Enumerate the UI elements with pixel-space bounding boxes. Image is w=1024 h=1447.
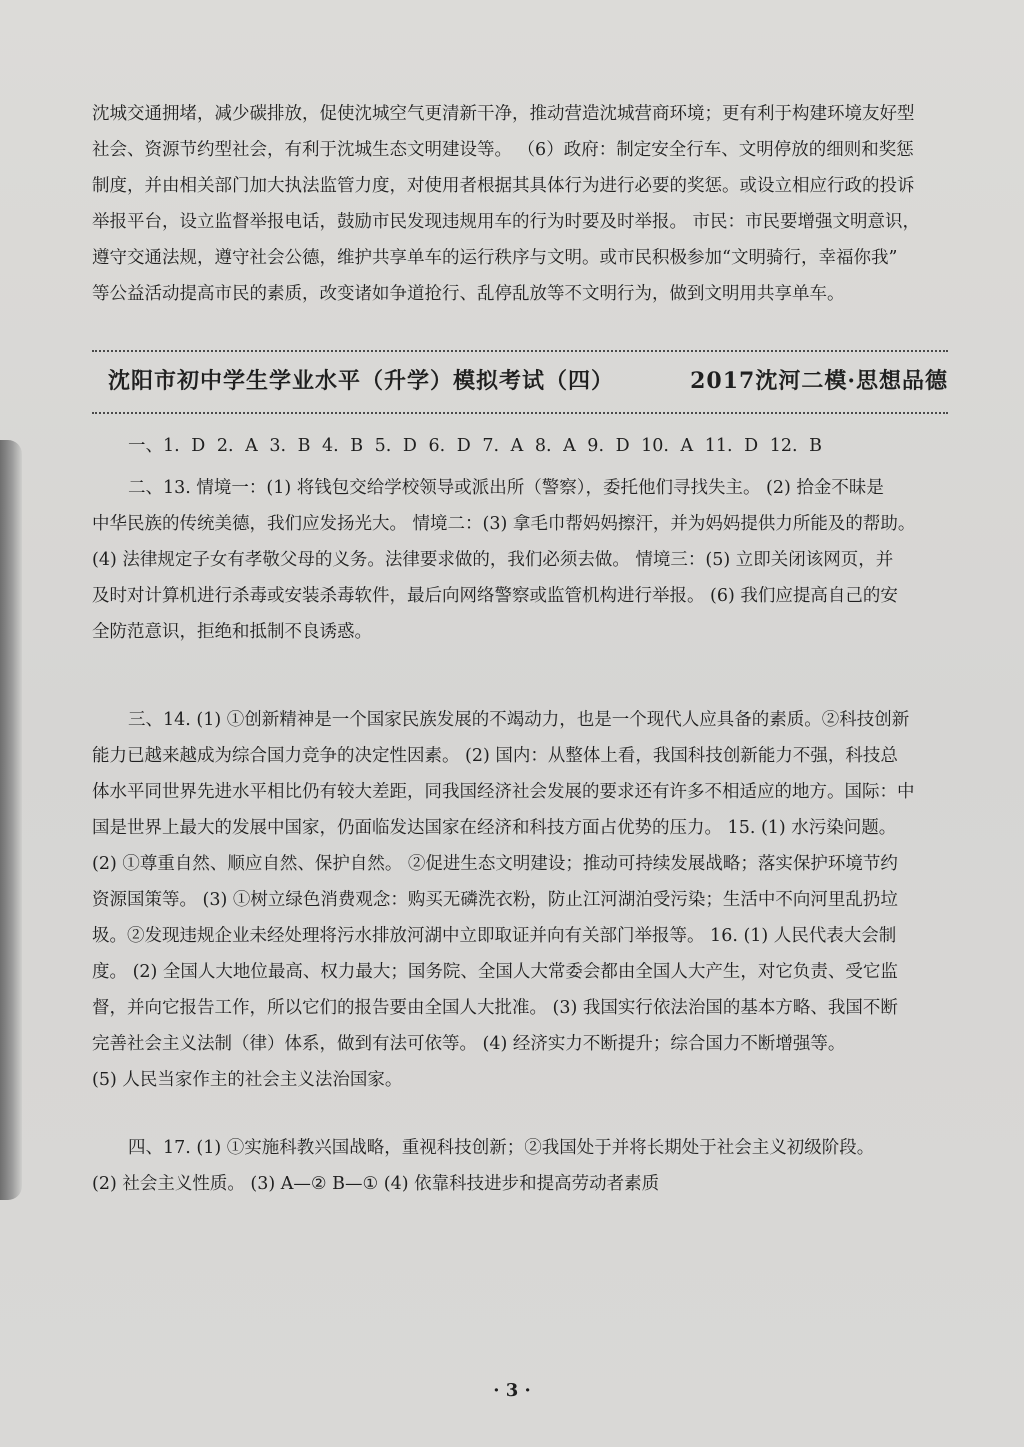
text-line: 圾。②发现违规企业未经处理将污水排放河湖中立即取证并向有关部门举报等。 16. (1) 人民代表大会制 [92, 926, 897, 946]
exam-heading [108, 364, 948, 395]
text-line: 沈城交通拥堵，减少碳排放，促使沈城空气更清新干净，推动营造沈城营商环境；更有利于构建环境友好型 [92, 104, 915, 124]
binding-shadow [0, 440, 22, 1200]
text-line: 举报平台，设立监督举报电话，鼓励市民发现违规用车的行为时要及时举报。 市民：市民要增强文明意识， [92, 212, 921, 232]
text-line: 等公益活动提高市民的素质，改变诸如争道抢行、乱停乱放等不文明行为，做到文明用共享单车。 [92, 284, 845, 304]
text-line: 完善社会主义法制（律）体系，做到有法可依等。 (4) 经济实力不断提升；综合国力不断增强等。 [92, 1034, 846, 1054]
exam-subtitle: 2017沈河二模·思想品德 [690, 368, 948, 394]
section-three [92, 702, 948, 1098]
text-line: 社会、资源节约型社会，有利于沈城生态文明建设等。 （6）政府：制定安全行车、文明停放的细则和奖惩 [92, 140, 914, 160]
text-line: 三、14. (1) ①创新精神是一个国家民族发展的不竭动力，也是一个现代人应具备的素质。②科技创新 [128, 710, 910, 730]
text-line: 制度，并由相关部门加大执法监管力度，对使用者根据其具体行为进行必要的奖惩。或设立相应行政的投诉 [92, 176, 915, 196]
text-line: 及时对计算机进行杀毒或安装杀毒软件，最后向网络警察或监管机构进行举报。 (6) 我们应提高自己的安 [92, 586, 898, 606]
text-line: 全防范意识，拒绝和抵制不良诱惑。 [92, 622, 372, 642]
divider-bottom [92, 412, 948, 414]
text-line: 资源国策等。 (3) ①树立绿色消费观念：购买无磷洗衣粉，防止江河湖泊受污染；生活中不向河里乱扔垃 [92, 890, 898, 910]
divider-top [92, 350, 948, 352]
text-line: 度。 (2) 全国人大地位最高、权力最大；国务院、全国人大常委会都由全国人大产生，对它负责、受它监 [92, 962, 898, 982]
text-line: 国是世界上最大的发展中国家，仍面临发达国家在经济和科技方面占优势的压力。 15. (1) 水污染问题。 [92, 818, 897, 838]
text-line: 能力已越来越成为综合国力竞争的决定性因素。 (2) 国内：从整体上看，我国科技创新能力不强，科技总 [92, 746, 898, 766]
text-line: (2) 社会主义性质。 (3) A—② B—① (4) 依靠科技进步和提高劳动者素质 [92, 1174, 660, 1194]
text-line: (2) ①尊重自然、顺应自然、保护自然。 ②促进生态文明建设；推动可持续发展战略；落实保护环境节约 [92, 854, 898, 874]
text-line: 中华民族的传统美德，我们应发扬光大。 情境二：(3) 拿毛巾帮妈妈擦汗，并为妈妈提供力所能及的帮助。 [92, 514, 916, 534]
text-line: 体水平同世界先进水平相比仍有较大差距，同我国经济社会发展的要求还有许多不相适应的地方。国际：中 [92, 782, 915, 802]
page-number: · 3 · [493, 1380, 531, 1401]
text-line: 督，并向它报告工作，所以它们的报告要由全国人大批准。 (3) 我国实行依法治国的基本方略、我国不断 [92, 998, 898, 1018]
text-line: 二、13. 情境一：(1) 将钱包交给学校领导或派出所（警察），委托他们寻找失主。 (2) 拾金不昧是 [128, 478, 884, 498]
text-line: 四、17. (1) ①实施科教兴国战略，重视科技创新；②我国处于并将长期处于社会主义初级阶段。 [128, 1138, 875, 1158]
section-two [92, 470, 948, 650]
exam-title: 沈阳市初中学生学业水平（升学）模拟考试（四） [108, 368, 615, 394]
section-four [92, 1130, 948, 1202]
top-paragraph [92, 96, 948, 312]
section-one-answers: 一、1. D 2. A 3. B 4. B 5. D 6. D 7. A 8. A 9. D 10. A 11. D 12. B [128, 436, 822, 456]
text-line: 遵守交通法规，遵守社会公德，维护共享单车的运行秩序与文明。或市民积极参加“文明骑行，幸福你我” [92, 248, 898, 268]
text-line: (4) 法律规定子女有孝敬父母的义务。法律要求做的，我们必须去做。 情境三：(5) 立即关闭该网页，并 [92, 550, 894, 570]
text-line: (5) 人民当家作主的社会主义法治国家。 [92, 1070, 403, 1090]
